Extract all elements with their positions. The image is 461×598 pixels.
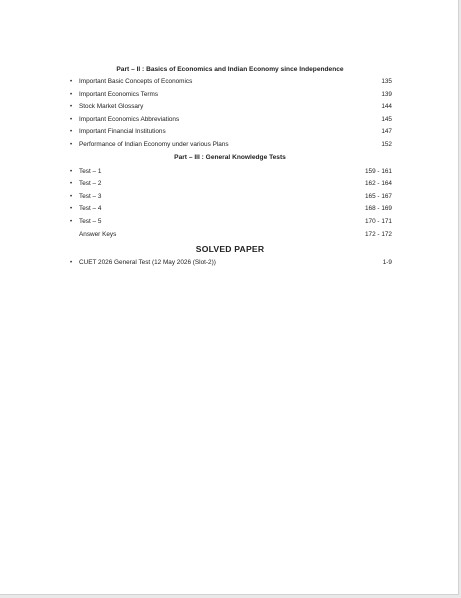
table-of-contents: [68, 64, 392, 270]
toc-entry: [68, 203, 392, 216]
bullet-icon: •: [70, 104, 73, 111]
bullet-icon: •: [70, 116, 73, 123]
toc-entry-pages: 147: [381, 128, 392, 136]
toc-entry-label: Important Financial Institutions: [79, 128, 166, 136]
bullet-icon: •: [70, 141, 73, 148]
toc-entry-pages: 170 - 171: [364, 217, 392, 225]
bullet-icon: •: [70, 193, 73, 200]
toc-entry: [68, 114, 392, 127]
toc-entry-pages: 135: [381, 78, 392, 85]
toc-entry: [68, 139, 392, 152]
toc-entry-pages: 152: [381, 140, 392, 148]
toc-entry-pages: 145: [381, 115, 392, 123]
toc-entry: [68, 216, 392, 229]
bullet-icon: •: [70, 181, 73, 188]
toc-entry-label: Stock Market Glossary: [79, 103, 144, 111]
toc-entry: [68, 76, 392, 89]
part-3-heading: Part – III : General Knowledge Tests: [174, 153, 286, 161]
bullet-icon: •: [70, 168, 73, 175]
toc-entry-label: Important Economics Abbreviations: [79, 115, 180, 123]
toc-entry-pages: 162 - 164: [364, 180, 392, 188]
toc-entry-answer-keys: [68, 229, 392, 242]
toc-entry: [68, 257, 392, 270]
bullet-icon: •: [70, 206, 73, 213]
toc-entry: [68, 166, 392, 179]
toc-entry-label: Test – 1: [79, 167, 102, 175]
toc-entry-label: Answer Keys: [79, 230, 117, 238]
bullet-icon: •: [70, 260, 73, 267]
toc-entry-pages: 172 - 172: [364, 230, 392, 238]
solved-paper-heading: SOLVED PAPER: [195, 244, 265, 255]
toc-entry: [68, 178, 392, 191]
part-2-heading: Part – II : Basics of Economics and Indian Economy since Independence: [116, 66, 344, 73]
toc-entry-label: CUET 2026 General Test (12 May 2026 (Slot-2)): [79, 259, 216, 267]
toc-entry-label: Test – 4: [79, 205, 102, 213]
toc-entry-pages: 159 - 161: [364, 167, 392, 175]
toc-entry-label: Test – 2: [79, 180, 102, 188]
toc-entry-label: Test – 3: [79, 192, 102, 200]
bullet-icon: •: [70, 129, 73, 136]
bullet-icon: •: [70, 91, 73, 98]
toc-entry: [68, 101, 392, 114]
toc-entry: [68, 191, 392, 204]
toc-entry-pages: 1-9: [382, 259, 392, 267]
toc-entry-label: Test – 5: [79, 217, 102, 225]
toc-entry: [68, 126, 392, 139]
toc-entry-label: Important Economics Terms: [79, 90, 159, 98]
toc-entry-pages: 168 - 169: [364, 205, 392, 213]
toc-entry-pages: 139: [381, 90, 392, 98]
bullet-icon: •: [70, 218, 73, 225]
toc-entry-label: Performance of Indian Economy under various Plans: [79, 140, 229, 148]
toc-entry-pages: 144: [381, 103, 392, 111]
bullet-icon: •: [70, 79, 73, 85]
toc-entry-label: Important Basic Concepts of Economics: [79, 78, 193, 85]
toc-entry-pages: 165 - 167: [364, 192, 392, 200]
toc-entry: [68, 89, 392, 102]
